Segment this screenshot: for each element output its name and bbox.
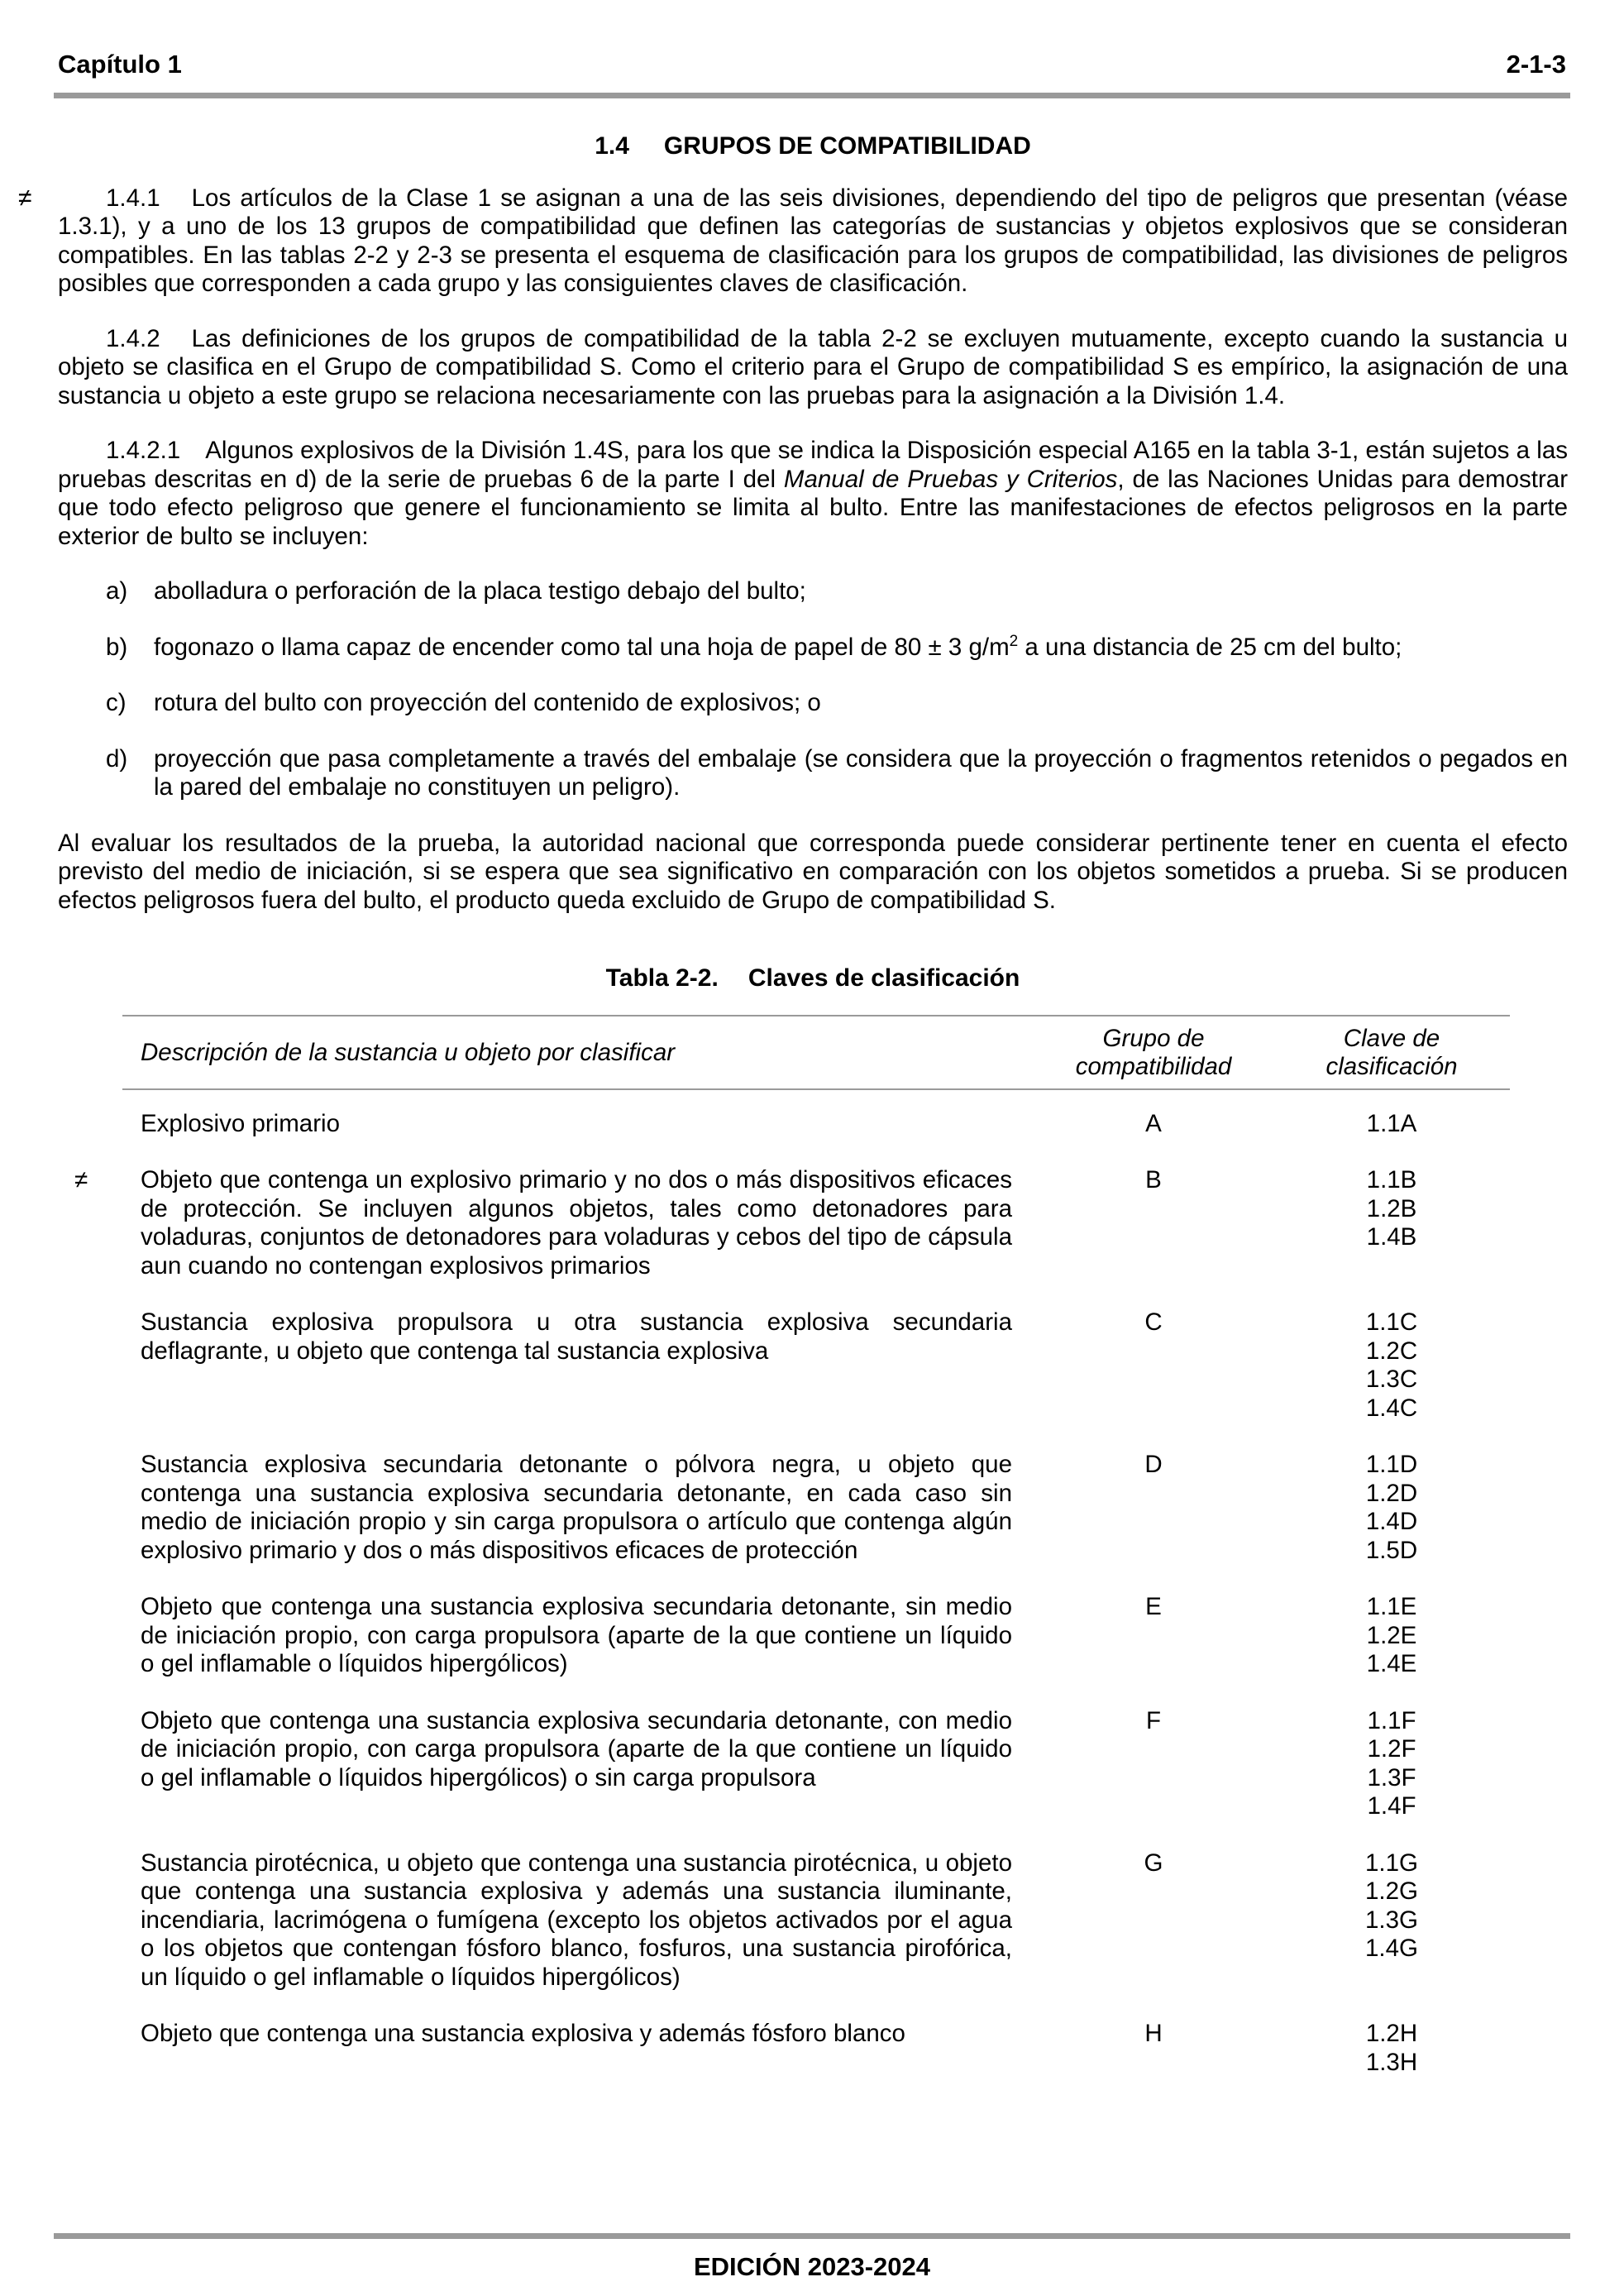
list-text: rotura del bulto con proyección del contenido de explosivos; o — [154, 689, 821, 716]
code: 1.1G — [1365, 1849, 1418, 1877]
header-code-line1: Clave de — [1343, 1024, 1440, 1052]
page-footer: EDICIÓN 2023-2024 — [693, 2252, 931, 2281]
row-description: Sustancia explosiva propulsora u otra sustancia explosiva secundaria deflagrante, u objeto que contenga tal sustancia explosiva — [141, 1308, 1012, 1365]
table-row — [122, 1166, 1510, 1308]
header-group-line1: Grupo de — [1102, 1024, 1205, 1052]
manual-title: Manual de Pruebas y Criterios — [783, 465, 1118, 493]
code: 1.2C — [1365, 1337, 1418, 1365]
paragraph-1-4-2-1 — [58, 437, 1568, 551]
row-description: Objeto que contenga una sustancia explosiva secundaria detonante, sin medio de iniciación propio, con carga propulsora (aparte de la que contiene un líquido o gel inflamable o líquidos hipergólicos) — [141, 1593, 1012, 1677]
code: 1.3C — [1365, 1366, 1418, 1393]
superscript: 2 — [1009, 632, 1019, 650]
table-number: Tabla 2-2. — [605, 964, 719, 992]
code: 1.2D — [1365, 1479, 1418, 1507]
section-heading: GRUPOS DE COMPATIBILIDAD — [663, 132, 1031, 160]
header-code-line2: clasificación — [1325, 1053, 1458, 1080]
page-content — [18, 132, 1569, 2105]
code: 1.2H — [1365, 2020, 1418, 2047]
list-item — [58, 634, 1568, 662]
row-group: B — [1145, 1166, 1162, 1193]
row-group: H — [1144, 2020, 1163, 2047]
code: 1.4F — [1367, 1792, 1416, 1820]
change-mark: ≠ — [18, 184, 32, 212]
list-label: c) — [106, 689, 127, 716]
code: 1.4E — [1366, 1650, 1417, 1677]
code: 1.2G — [1365, 1877, 1418, 1905]
code: 1.4D — [1365, 1508, 1418, 1535]
paragraph-1-4-1 — [18, 184, 1568, 299]
table-row — [122, 1849, 1510, 2021]
row-description: Sustancia explosiva secundaria detonante o pólvora negra, u objeto que contenga una sustancia explosiva secundaria detonante, en cada caso sin medio de iniciación propio y sin carga propulsora o artículo que contenga algún explosivo primario y dos o más dispositivos eficaces de protección — [141, 1451, 1012, 1564]
code: 1.1F — [1367, 1706, 1416, 1734]
table-row — [122, 1451, 1510, 1593]
row-codes — [1273, 1089, 1510, 1167]
table-row — [122, 2020, 1510, 2105]
row-group: E — [1145, 1593, 1162, 1620]
list-text-cont: a una distancia de 25 cm del bulto; — [1018, 633, 1402, 661]
paragraph-text-cont: , de las Naciones Unidas para demostrar que todo efecto peligroso que genere el funcionamiento se limita al bulto. Entre las manifestaciones de efectos peligrosos en la parte exterior de bulto se incluyen: — [58, 465, 1569, 550]
header-description: Descripción de la sustancia u objeto por clasificar — [122, 1016, 1034, 1089]
table-header-row — [122, 1016, 1510, 1089]
paragraph-number: 1.4.2 — [106, 324, 160, 352]
code: 1.1A — [1366, 1109, 1417, 1137]
list-item — [58, 745, 1568, 802]
header-group-line2: compatibilidad — [1075, 1053, 1232, 1080]
row-description-text: Objeto que contenga un explosivo primario y no dos o más dispositivos eficaces de protección. Se incluyen algunos objetos, tales como detonadores para voladuras, conjuntos de detonadores para voladuras y cebos del tipo de cápsula aun cuando no contengan explosivos primarios — [141, 1166, 1012, 1280]
header-code — [1273, 1016, 1510, 1089]
paragraph-number: 1.4.2.1 — [106, 437, 181, 464]
row-group: C — [1144, 1308, 1163, 1336]
header-rule — [54, 93, 1570, 98]
page-header — [58, 50, 1566, 83]
table-caption — [58, 964, 1568, 993]
table-row — [122, 1089, 1510, 1167]
code: 1.4G — [1365, 1935, 1418, 1962]
code: 1.4C — [1365, 1394, 1418, 1422]
header-group — [1034, 1016, 1273, 1089]
code: 1.2F — [1367, 1735, 1416, 1763]
table-title: Claves de clasificación — [748, 964, 1020, 992]
code: 1.2B — [1366, 1194, 1417, 1222]
row-codes — [1273, 1849, 1510, 2021]
row-group: A — [1145, 1109, 1162, 1137]
list-text: abolladura o perforación de la placa testigo debajo del bulto; — [154, 577, 806, 605]
row-description: Objeto que contenga una sustancia explosiva secundaria detonante, con medio de iniciación propio, con carga propulsora (aparte de la que contiene un líquido o gel inflamable o líquidos hipergólicos) o sin carga propulsora — [141, 1706, 1012, 1791]
row-codes — [1273, 1308, 1510, 1451]
paragraph-text: Las definiciones de los grupos de compatibilidad de la tabla 2-2 se excluyen mutuamente, excepto cuando la sustancia u objeto se clasifica en el Grupo de compatibilidad S. Como el criterio para el Grupo de compatibilidad S es empírico, la asignación de una sustancia u objeto a este grupo se relaciona necesariamente con las pruebas para la asignación a la División 1.4. — [58, 324, 1568, 409]
list-text: fogonazo o llama capaz de encender como tal una hoja de papel de 80 ± 3 g/m — [154, 633, 1010, 661]
paragraph-number: 1.4.1 — [106, 184, 160, 212]
table-row — [122, 1308, 1510, 1451]
row-codes — [1273, 2020, 1510, 2105]
change-mark: ≠ — [74, 1166, 88, 1193]
list-text: proyección que pasa completamente a través del embalaje (se considera que la proyección o fragmentos retenidos o pegados en la pared del embalaje no constituyen un peligro). — [154, 744, 1568, 801]
closing-paragraph: Al evaluar los resultados de la prueba, la autoridad nacional que corresponda puede considerar pertinente tener en cuenta el efecto previsto del medio de iniciación, si se espera que sea significativo en comparación con los objetos sometidos a prueba. Si se producen efectos peligrosos fuera del bulto, el producto queda excluido de Grupo de compatibilidad S. — [58, 829, 1568, 914]
effects-list — [58, 577, 1568, 802]
row-group: D — [1144, 1451, 1163, 1478]
code: 1.4B — [1366, 1223, 1417, 1251]
page-number: 2-1-3 — [1506, 50, 1566, 79]
code: 1.1C — [1365, 1308, 1418, 1336]
section-number: 1.4 — [595, 132, 629, 160]
row-description — [74, 1166, 1034, 1308]
chapter-label: Capítulo 1 — [58, 50, 182, 79]
row-codes — [1273, 1451, 1510, 1593]
code: 1.3F — [1367, 1763, 1416, 1791]
row-description: Sustancia pirotécnica, u objeto que contenga una sustancia pirotécnica, u objeto que contenga una sustancia explosiva y además una sustancia iluminante, incendiaria, lacrimógena o fumígena (excepto los objetos activados por el agua o los objetos que contengan fósforo blanco, fosfuros, una sustancia pirofórica, un líquido o gel inflamable o líquidos hipergólicos) — [141, 1849, 1012, 1991]
list-item — [58, 689, 1568, 718]
classification-table — [74, 1015, 1510, 2106]
table-row — [122, 1707, 1510, 1849]
row-group: G — [1144, 1849, 1163, 1877]
list-item — [58, 577, 1568, 606]
paragraph-text: Algunos explosivos de la División 1.4S, para los que se indica la Disposición especial A165 en la tabla 3-1, están sujetos a las pruebas descritas en d) de la serie de pruebas 6 de la parte I del — [58, 437, 1568, 493]
row-group: F — [1145, 1706, 1162, 1734]
row-description: Objeto que contenga una sustancia explosiva y además fósforo blanco — [141, 2020, 905, 2047]
table-row — [122, 1593, 1510, 1707]
code: 1.3H — [1365, 2048, 1418, 2076]
code: 1.5D — [1365, 1536, 1418, 1564]
footer-rule — [54, 2233, 1570, 2239]
row-description: Explosivo primario — [141, 1109, 340, 1137]
section-title — [58, 132, 1568, 161]
code: 1.1B — [1366, 1166, 1417, 1193]
paragraph-text: Los artículos de la Clase 1 se asignan a una de las seis divisiones, dependiendo del tipo de peligros que presentan (véase 1.3.1), y a uno de los 13 grupos de compatibilidad que definen las categorías de sustancias y objetos explosivos que se consideran compatibles. En las tablas 2-2 y 2-3 se presenta el esquema de clasificación para los grupos de compatibilidad, las divisiones de peligros posibles que corresponden a cada grupo y las consiguientes claves de clasificación. — [58, 184, 1568, 297]
code: 1.2E — [1366, 1621, 1417, 1649]
code: 1.1D — [1365, 1451, 1418, 1478]
list-label: d) — [106, 744, 128, 773]
code: 1.1E — [1366, 1593, 1417, 1620]
list-label: a) — [106, 577, 128, 605]
code: 1.3G — [1365, 1906, 1418, 1934]
row-codes — [1273, 1593, 1510, 1707]
row-codes — [1273, 1707, 1510, 1849]
row-codes — [1273, 1166, 1510, 1308]
list-label: b) — [106, 633, 128, 661]
paragraph-1-4-2 — [58, 325, 1568, 411]
